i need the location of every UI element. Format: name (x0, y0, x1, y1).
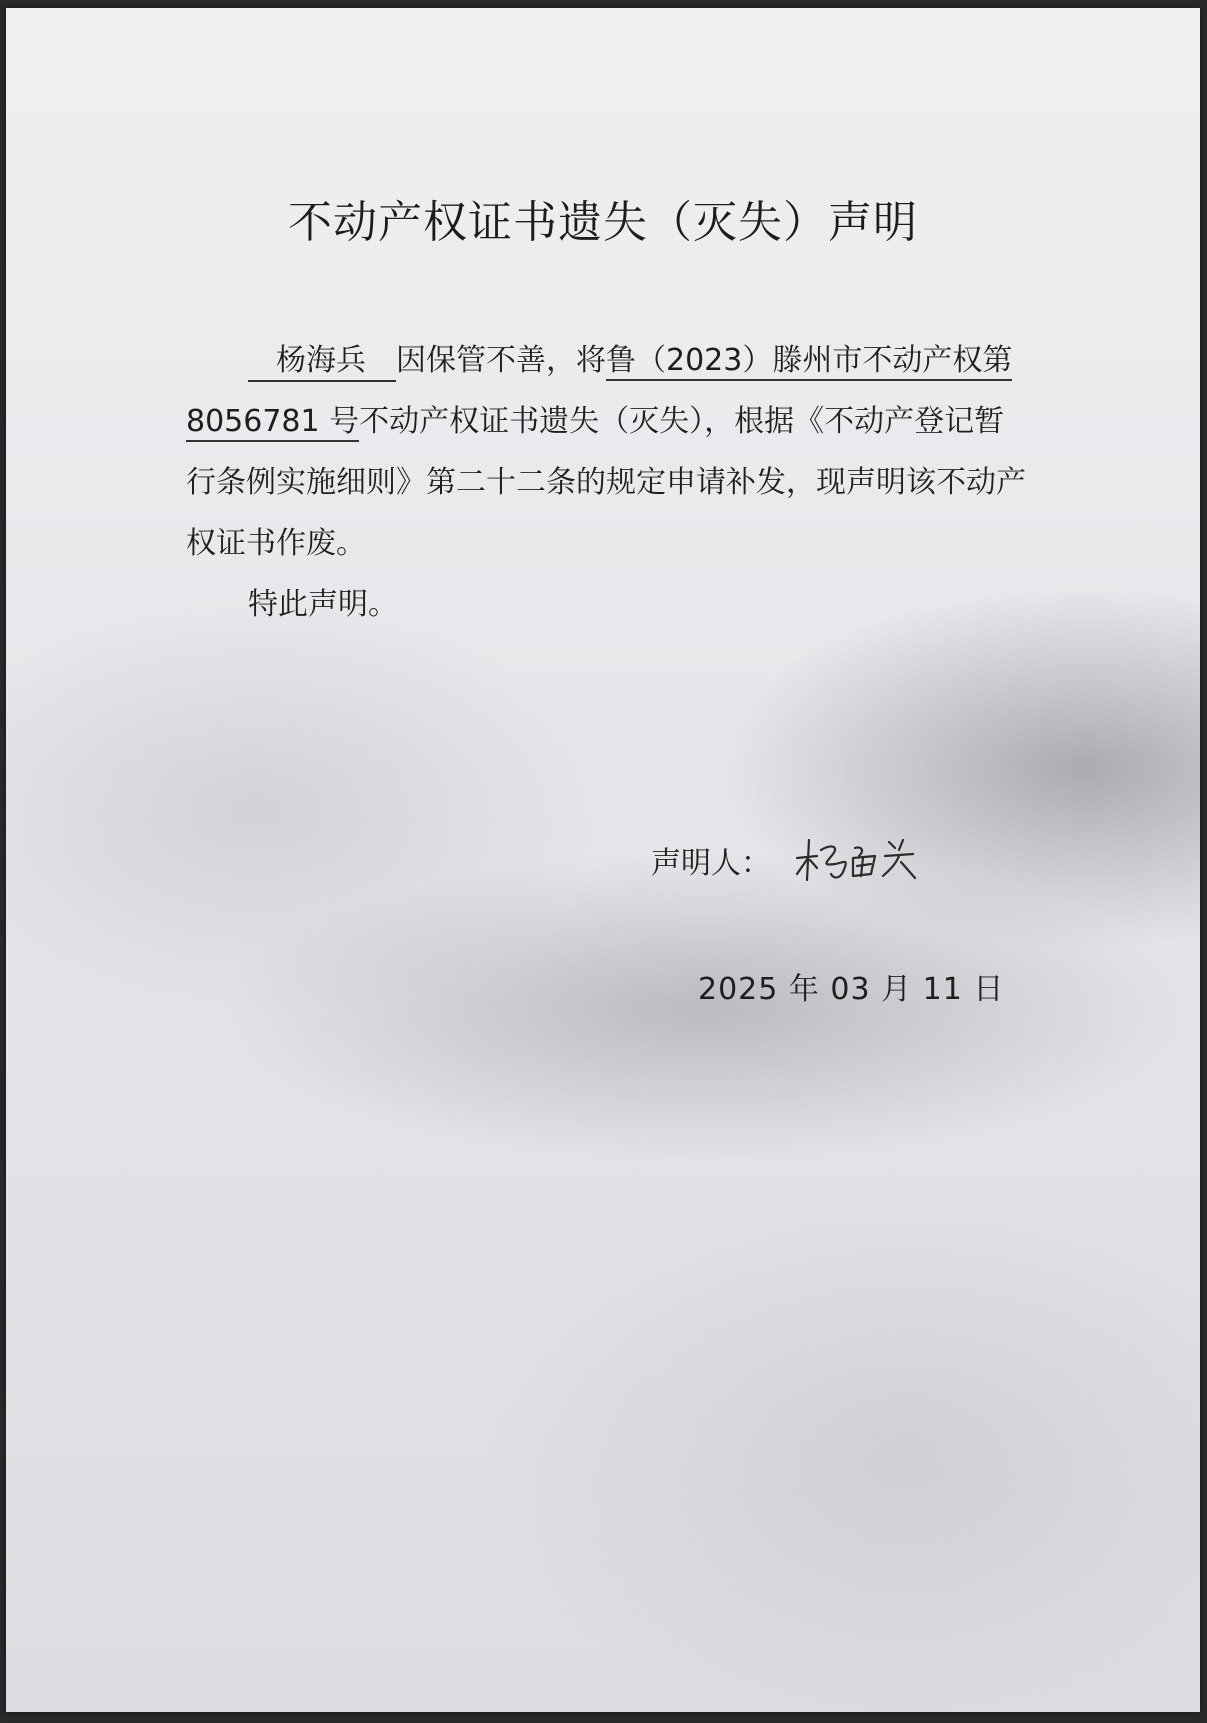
statement-text-b: 不动产权证书遗失（灭失），根据《不动产登记暂行条例实施细则》第二十二条的规定申请补发，现声明该不动产权证书作废。 (186, 404, 1026, 561)
handwritten-signature (791, 828, 931, 888)
statement-text-a: 因保管不善，将 (396, 343, 606, 378)
declarant-label: 声明人： (651, 846, 771, 881)
declaration-date: 2025 年 03 月 11 日 (698, 972, 1005, 1007)
declarant-name: 杨海兵 (248, 342, 396, 382)
certificate-number: 鲁（2023）滕州市不动产权第 8056781 号 (186, 343, 1012, 442)
document-page (6, 8, 1200, 1712)
statement-paragraph (186, 330, 1026, 574)
document-body (186, 330, 1026, 635)
document-title: 不动产权证书遗失（灭失）声明 (288, 197, 918, 248)
closing-statement: 特此声明。 (248, 587, 398, 622)
